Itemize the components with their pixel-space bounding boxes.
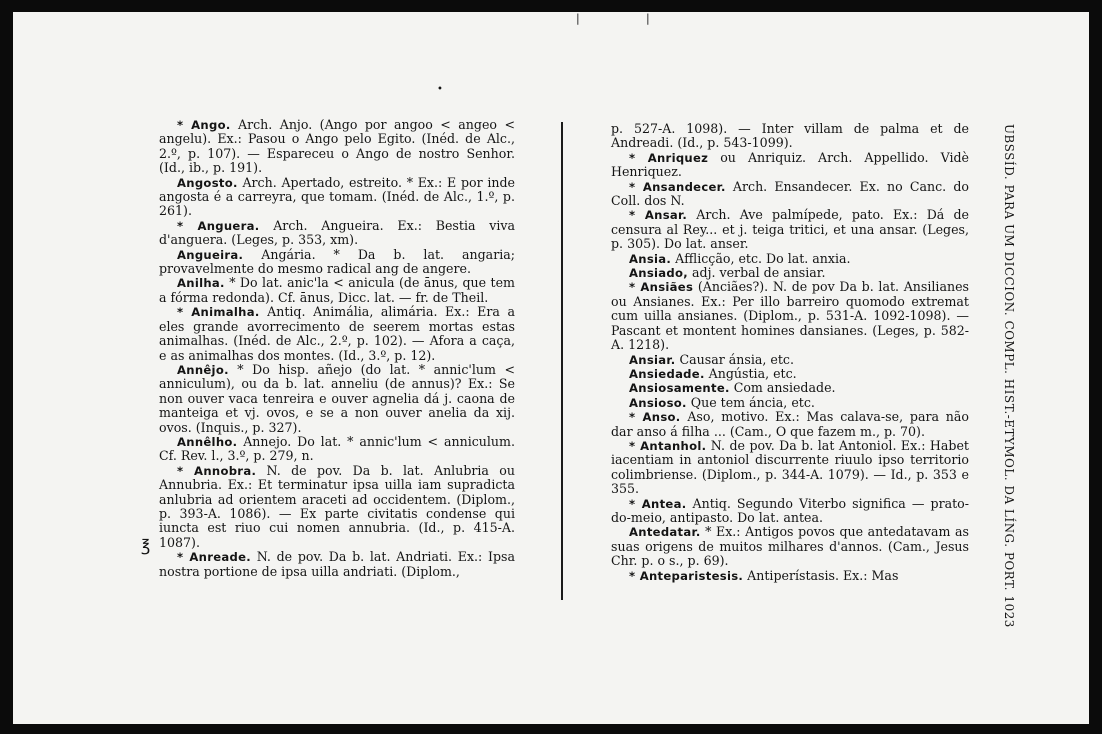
entry xyxy=(159,435,515,464)
entry-text: ou Anriquiz. Arch. Appellido. Vidè Henriquez. xyxy=(611,149,969,180)
entry xyxy=(159,176,515,219)
entry xyxy=(611,180,969,209)
entry xyxy=(611,252,969,266)
entry xyxy=(611,367,969,381)
entry-text: Afflicção, etc. Do lat. anxia. xyxy=(671,250,851,266)
entry xyxy=(159,276,515,305)
entry xyxy=(611,208,969,251)
headword: Ansiado, xyxy=(629,266,688,281)
entry xyxy=(159,219,515,248)
edge-mark: | xyxy=(646,12,650,25)
entry-text: Arch. Angueira. Ex.: Bestia viva d'anguera. (Leges, p. 353, xm). xyxy=(159,217,516,248)
entry-text: * Ex.: Antigos povos que antedatavam as suas origens de muitos milhares d'annos. (Cam., Jesus Chr. p. o s., p. 69). xyxy=(611,524,969,569)
entry xyxy=(611,280,969,352)
entry-text: Aso, motivo. Ex.: Mas calava-se, para não dar anso á filha ... (Cam., O que fazem m., p. 70). xyxy=(611,409,970,439)
headword: * Anreade. xyxy=(177,550,251,565)
headword: Antedatar. xyxy=(629,525,701,540)
entry xyxy=(611,525,969,568)
entry xyxy=(159,118,515,176)
entry-text: * Do lat. anic'la < anicula (de ānus, que tem a fórma redonda). Cf. ānus, Dicc. lat. — fr. de Theil. xyxy=(159,275,515,305)
entry xyxy=(611,266,969,280)
entry-text: Que tem áncia, etc. xyxy=(686,394,815,410)
headword: * Anso. xyxy=(629,410,681,425)
headword: * Anriquez xyxy=(629,150,709,165)
entry xyxy=(611,410,969,439)
entry-text: Angária. * Da b. lat. angaria; provavelmente do mesmo radical ang de angere. xyxy=(159,246,515,277)
entry-text: Annejo. Do lat. * annic'lum < anniculum. Cf. Rev. l., 3.º, p. 279, n. xyxy=(159,433,515,464)
headword: Angueira. xyxy=(177,247,244,262)
entry-text: N. de pov. Da b. lat. Andriati. Ex.: Ipsa nostra portione de ipsa uilla andriati. (Diplom., xyxy=(159,549,516,579)
entry-text: Arch. Ensandecer. Ex. no Canc. do Coll. dos N. xyxy=(611,178,969,209)
entry-text: Angústia, etc. xyxy=(704,365,797,381)
entry xyxy=(159,363,515,435)
right-column xyxy=(611,122,969,583)
edge-mark: | xyxy=(576,12,580,25)
headword: Ansiedade. xyxy=(629,366,705,381)
entry xyxy=(611,569,969,583)
headword: * Ango. xyxy=(177,118,231,132)
headword: * Anteparistesis. xyxy=(629,568,744,583)
entry xyxy=(159,550,515,579)
entry xyxy=(611,381,969,395)
headword: * Annobra. xyxy=(177,463,257,478)
entry xyxy=(611,151,969,180)
entry xyxy=(159,305,515,363)
entry-continuation xyxy=(611,122,969,151)
headword: Annêlho. xyxy=(177,434,238,449)
headword: * Antanhol. xyxy=(629,438,707,453)
entry-text: (Anciães?). N. de pov Da b. lat. Ansilianes ou Ansianes. Ex.: Per illo barreiro quomodo extremat cum uilla ansianes. (Diplom., p. 531-A. 1092-1098). — Pascant et montent homines dansianes. (Leges, p. 582-A. 1218). xyxy=(611,279,969,353)
dictionary-page xyxy=(13,12,1089,724)
entry xyxy=(611,353,969,367)
entry-text: Arch. Anjo. (Ango por angoo < angeo < angelu). Ex.: Pasou o Ango pelo Egito. (Inéd. de Alc., 2.º, p. 107). — Espareceu o Ango de nostro Senhor. (Id., ib., p. 191). xyxy=(159,117,515,176)
entry-text: Arch. Apertado, estreito. * Ex.: E por inde angosta é a carreyra, que tomam. (Inéd. de Alc., 1.º, p. 261). xyxy=(159,174,515,219)
headword: Angosto. xyxy=(177,175,238,190)
headword: * Anguera. xyxy=(177,218,260,233)
entry-text: Antiq. Segundo Viterbo significa — prato-do-meio, antipasto. Do lat. antea. xyxy=(611,495,969,525)
entry-text: p. 527-A. 1098). — Inter villam de palma et de Andreadi. (Id., p. 543-1099). xyxy=(611,121,969,151)
entry xyxy=(611,497,969,526)
column-divider xyxy=(561,122,563,600)
headword: * Ansar. xyxy=(629,208,688,223)
entry xyxy=(611,439,969,497)
entry-text: Antiq. Animália, alimária. Ex.: Era a eles grande avorrecimento de seerem mortas estas animalhas. (Inéd. de Alc., 2.º, p. 102). — Afora a caça, e as animalhas dos montes. (Id., 3.º, p. 12). xyxy=(159,304,515,363)
headword: Ansiar. xyxy=(629,352,676,367)
margin-mark: ℥ xyxy=(141,536,151,555)
headword: Ansia. xyxy=(629,251,672,266)
entry-text: Causar ánsia, etc. xyxy=(675,351,794,367)
headword: Anilha. xyxy=(177,276,225,291)
entry-text: N. de pov. Da b. lat Antoniol. Ex.: Habet iacentiam in antoniol discurrente riuulo ipso territorio colimbriense. (Diplom., p. 344-A. 1079). — Id., p. 353 e 355. xyxy=(611,437,969,497)
entry-text: Com ansiedade. xyxy=(729,380,836,396)
left-column xyxy=(159,118,515,579)
headword: * Animalha. xyxy=(177,305,260,320)
entry-text: Arch. Ave palmípede, pato. Ex.: Dá de censura al Rey... et j. teiga tritici, et una ansar. (Leges, p. 305). Do lat. anser. xyxy=(611,207,969,252)
headword: Annêjo. xyxy=(177,362,229,377)
entry-text: N. de pov. Da b. lat. Anlubria ou Annubria. Ex.: Et terminatur ipsa uilla iam supradicta anlubria ad orientem araceti ad occidentem. (Diplom., p. 393-A. 1086). — Ex parte civitatis condense qui iuncta est riuo cui nomen annubria. (Id., p. 415-A. 1087). xyxy=(159,462,515,550)
headword: * Antea. xyxy=(629,496,687,511)
ink-speck: • xyxy=(437,84,443,95)
entry-text: * Do hisp. añejo (do lat. * annic'lum < anniculum), ou da b. lat. anneliu (de annus)? Ex.: Se non ouver vaca tenreira e ouver agnelia dá j. caona de manteiga et vj. ovos, e se a non ouver anelia da xij. ovos. (Inquis., p. 327). xyxy=(159,361,515,435)
headword: * Ansiães xyxy=(629,280,694,295)
running-head: UBSSÍD. PARA UM DICCION. COMPL. HIST.-ETYMOL. DA LÍNG. PORT. 1023 xyxy=(1002,124,1016,628)
headword: * Ansandecer. xyxy=(629,179,726,194)
entry xyxy=(611,396,969,410)
entry-text: adj. verbal de ansiar. xyxy=(688,265,826,281)
entry-text: Antiperístasis. Ex.: Mas xyxy=(743,567,899,583)
entry xyxy=(159,464,515,550)
entry xyxy=(159,248,515,277)
headword: Ansioso. xyxy=(629,395,687,410)
headword: Ansiosamente. xyxy=(629,381,730,396)
